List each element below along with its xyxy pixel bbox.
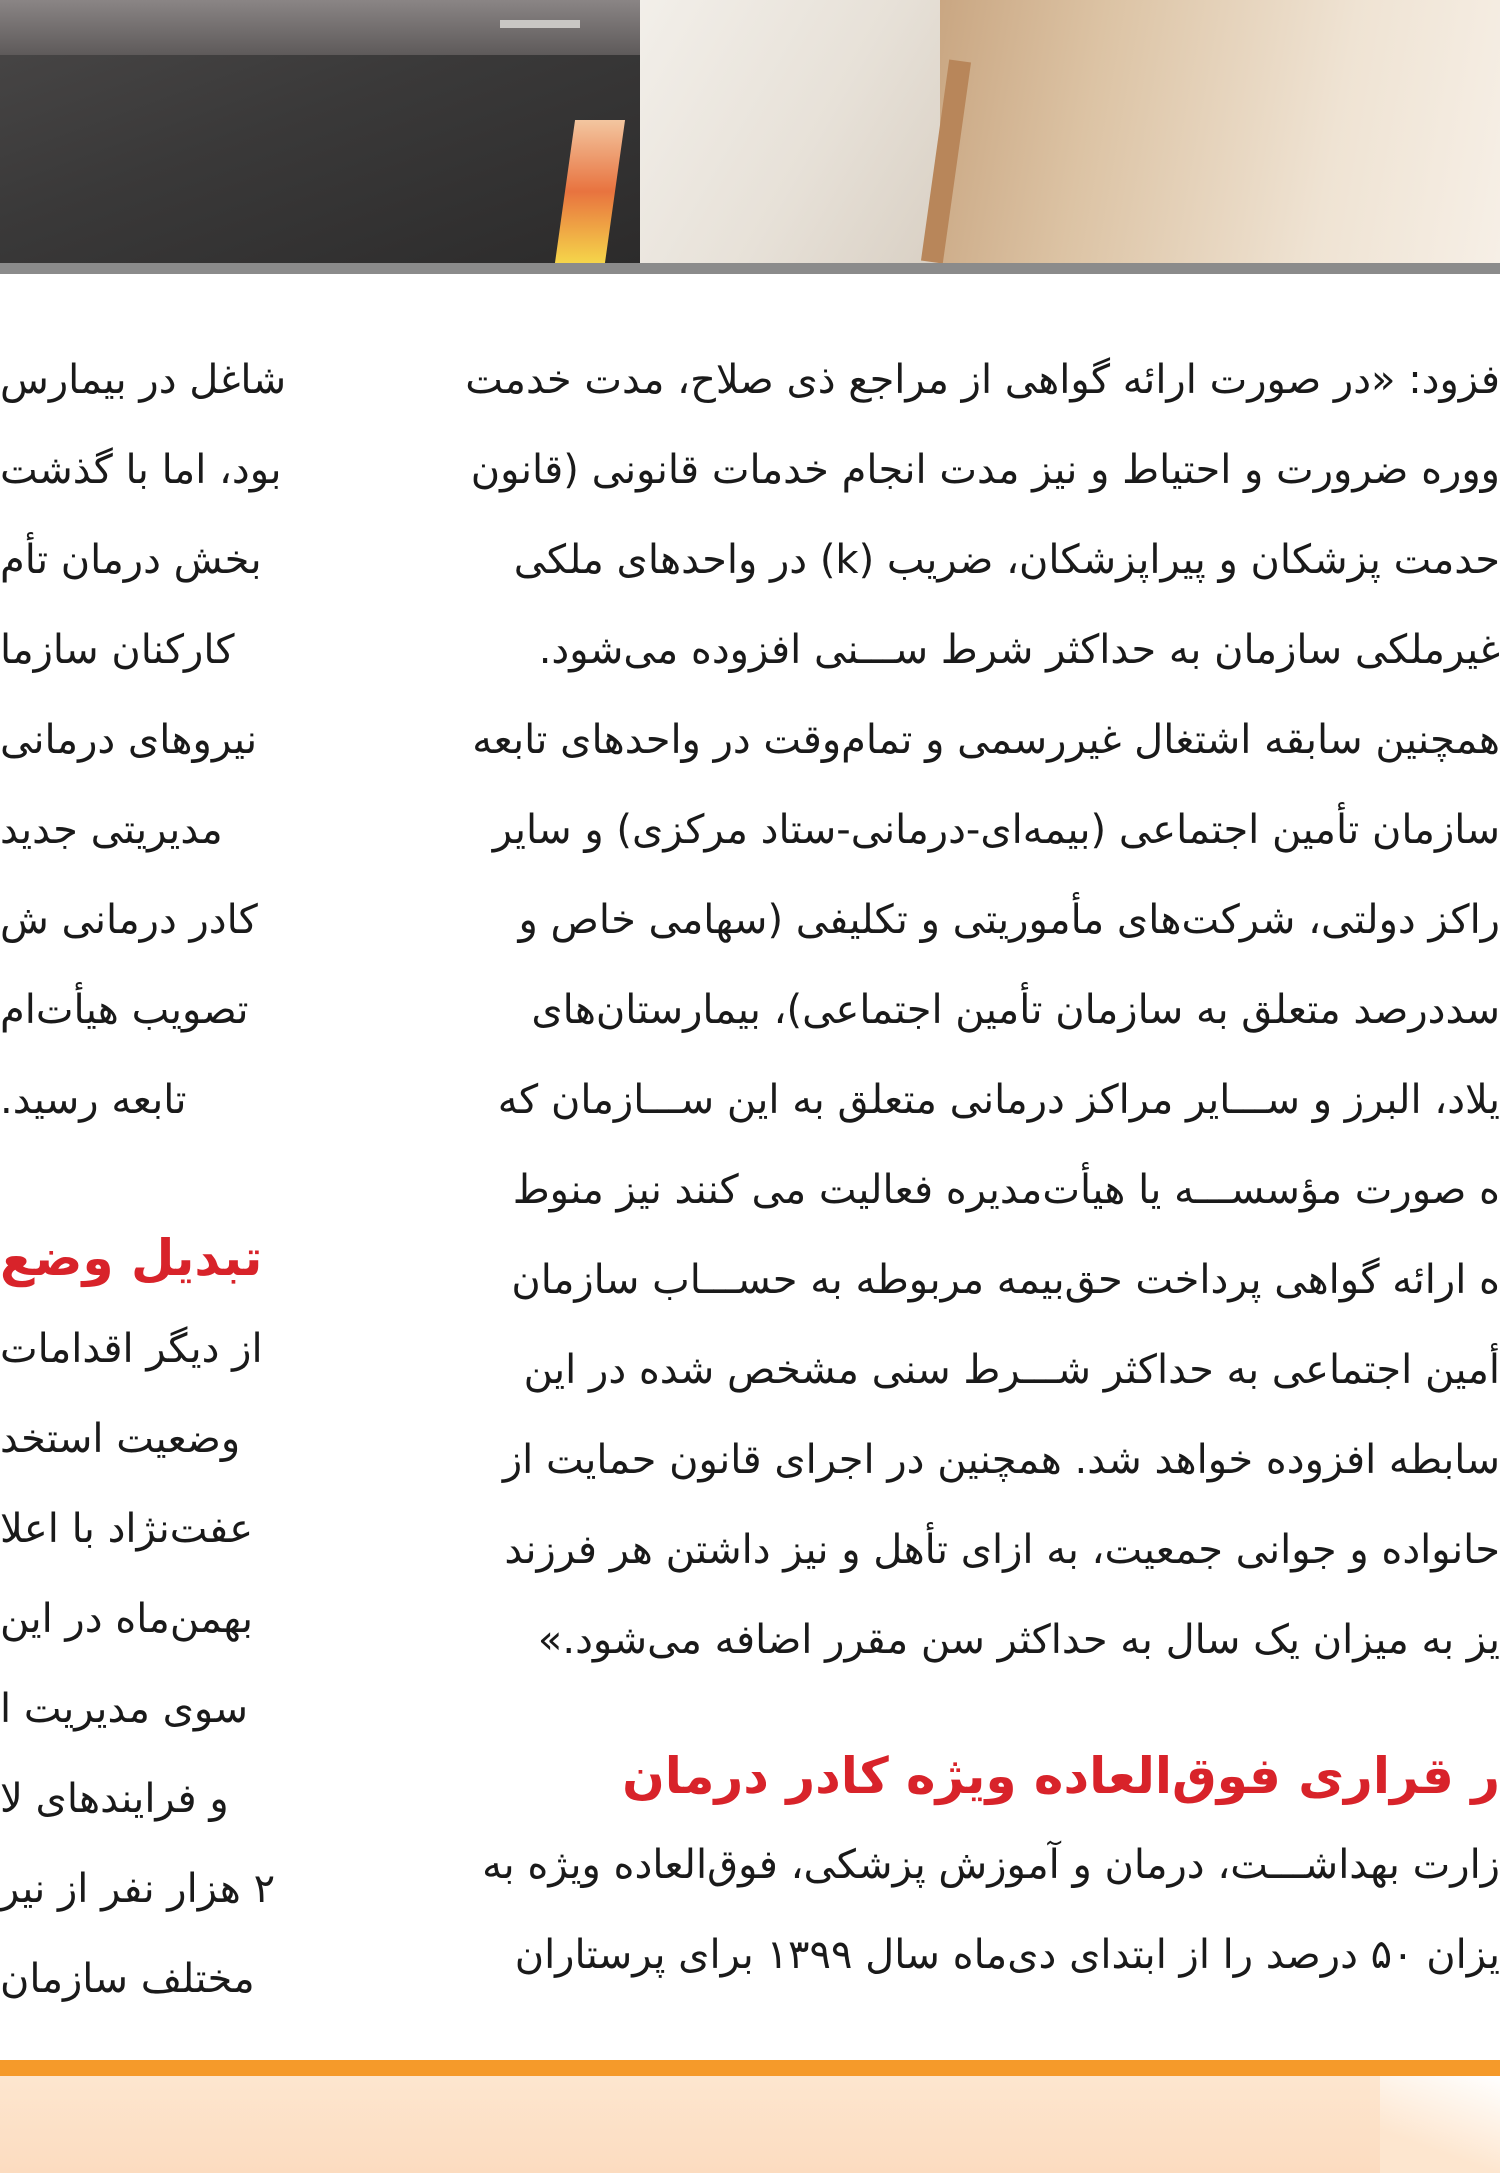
text-line: سازمان تأمین اجتماعی (بیمه‌ای-درمانی-ستاد مرکزی) و سایر [492,807,1500,853]
text-line: همچنین سابقه اشتغال غیررسمی و تمام‌وقت در واحدهای تابعه [472,717,1500,763]
text-line: و فرایندهای لا [0,1776,229,1822]
text-line: سددرصد متعلق به سازمان تأمین اجتماعی)، بیمارستان‌های [531,987,1500,1033]
text-line: کادر درمانی ش [0,897,258,943]
text-line: بخش درمان تأم [0,537,262,583]
section-heading: ر قراری فوق‌العاده ویژه کادر درمان [622,1747,1500,1805]
text-line: حدمت پزشکان و پیراپزشکان، ضریب (k) در واحدهای ملکی [513,537,1500,583]
text-line: ۲ هزار نفر از نیر [0,1866,276,1912]
text-line: از دیگر اقدامات [0,1326,263,1372]
photo-divider-rule [0,263,1500,274]
text-line: راکز دولتی، شرکت‌های مأموریتی و تکلیفی (سهامی خاص و [518,897,1500,943]
text-line: تصویب هیأت‌ام [0,987,249,1033]
text-line: تابعه رسید. [0,1077,187,1123]
text-line: شاغل در بیمارس [0,357,287,403]
photo-cabinet-handle [500,20,580,28]
bottom-orange-rule [0,2060,1500,2076]
bottom-corner-swoosh [1380,2076,1500,2173]
text-line: عفت‌نژاد با اعلا [0,1506,254,1552]
text-line: زارت بهداشـــت، درمان و آموزش پزشکی، فوق‌العاده ویژه به [482,1842,1500,1888]
text-line: مختلف سازمان [0,1956,255,2002]
text-line: بهمن‌ماه در این [0,1596,253,1642]
photo-papers [600,0,940,263]
photo-wood-surface [920,0,1500,263]
text-line: ه صورت مؤسســـه یا هیأت‌مدیره فعالیت می کنند نیز منوط [512,1167,1500,1213]
article-photo [0,0,1500,263]
text-line: ووره ضرورت و احتیاط و نیز مدت انجام خدمات قانونی (قانون [470,447,1500,493]
text-line: فزود: «در صورت ارائه گواهی از مراجع ذی صلاح، مدت خدمت [465,357,1500,403]
text-line: بود، اما با گذشت [0,447,282,493]
main-paragraph-1 [383,358,1500,1662]
text-line: مدیریتی جدید [0,807,223,853]
text-line: کارکنان سازما [0,627,235,673]
text-line: یزان ۵۰ درصد را از ابتدای دی‌ماه سال ۱۳۹۹ برای پرستاران [514,1932,1500,1978]
main-article-column [383,357,1500,1978]
text-line: أمین اجتماعی به حداکثر شـــرط سنی مشخص شده در این [523,1347,1500,1393]
left-paragraph-1 [0,357,287,1123]
section-heading: تبدیل وضع [0,1229,263,1287]
left-paragraph-2 [0,1327,275,2047]
bottom-peach-band [0,2076,1500,2173]
text-line: نیروهای درمانی [0,717,258,763]
text-line: یلاد، البرز و ســـایر مراکز درمانی متعلق به این ســـازمان که [497,1077,1500,1123]
text-line: حانواده و جوانی جمعیت، به ازای تأهل و نیز داشتن هر فرزند [504,1527,1500,1573]
left-article-column [0,357,287,2002]
text-line: غیرملکی سازمان به حداکثر شرط ســـنی افزوده می‌شود. [538,627,1500,673]
text-line: سابطه افزوده خواهد شد. همچنین در اجرای قانون حمایت از [502,1437,1500,1483]
text-line: یز به میزان یک سال به حداکثر سن مقرر اضافه می‌شود.» [537,1617,1500,1663]
text-line: سوی مدیریت ا [0,1686,249,1732]
text-line: ه ارائه گواهی پرداخت حق‌بیمه مربوطه به حســـاب سازمان [511,1257,1500,1303]
main-paragraph-2 [482,1842,1500,2023]
text-line: وضعیت استخد [0,1416,241,1462]
